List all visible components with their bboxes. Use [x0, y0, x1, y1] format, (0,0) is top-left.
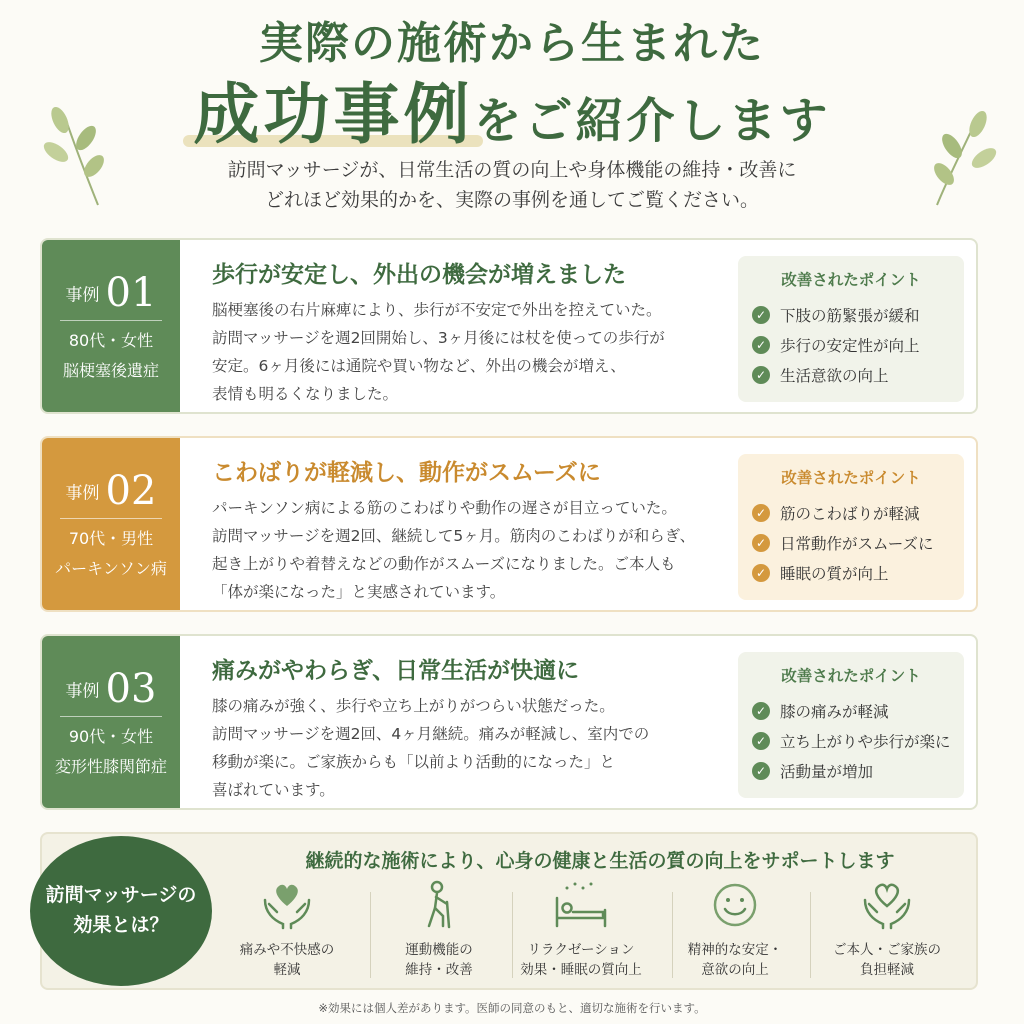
point-item — [738, 696, 964, 726]
points-title: 改善されたポイント — [781, 667, 921, 685]
case-body — [212, 494, 732, 606]
case-condition: 変形性膝関節症 — [54, 757, 167, 776]
point-label: 歩行の安定性が向上 — [780, 337, 920, 355]
effect-item-family-burden — [812, 880, 962, 990]
page-title-highlight: 成功事例 — [193, 75, 474, 153]
check-icon: ✓ — [752, 732, 770, 750]
point-label: 活動量が増加 — [780, 763, 874, 781]
effect-caption: リラクゼーション — [527, 942, 635, 958]
check-icon: ✓ — [752, 762, 770, 780]
effect-caption: 維持・改善 — [405, 962, 473, 978]
page-title-line1: 実際の施術から生まれた — [259, 18, 765, 69]
point-item — [738, 330, 964, 360]
improvement-points — [738, 256, 964, 402]
point-label: 立ち上がりや歩行が楽に — [780, 733, 951, 751]
case-condition: 脳梗塞後遺症 — [62, 361, 159, 380]
case-title: こわばりが軽減し、動作がスムーズに — [212, 460, 601, 486]
heart-hands-icon — [259, 880, 315, 930]
case-body-line: 膝の痛みが強く、歩行や立ち上がりがつらい状態だった。 — [212, 697, 615, 715]
point-item — [738, 558, 964, 588]
effects-circle-line: 訪問マッサージの — [45, 884, 197, 906]
case-body-line: 移動が楽に。ご家族からも「以前より活動的になった」と — [212, 753, 616, 771]
case-card-03 — [40, 634, 978, 810]
footnote: ※効果には個人差があります。医師の同意のもと、適切な施術を行います。 — [318, 1001, 706, 1015]
case-body — [212, 296, 732, 408]
effects-circle-badge — [30, 836, 212, 986]
point-label: 筋のこわばりが軽減 — [780, 505, 920, 523]
case-body-line: 安定。6ヶ月後には通院や買い物など、外出の機会が増え、 — [212, 357, 626, 375]
improvement-points — [738, 652, 964, 798]
effects-divider — [810, 892, 811, 978]
effect-item-pain-relief — [212, 880, 362, 990]
points-title: 改善されたポイント — [781, 271, 921, 289]
case-body-line: 表情も明るくなりました。 — [212, 385, 399, 403]
case-body-line: 「体が楽になった」と実感されています。 — [212, 583, 506, 601]
effect-item-relaxation — [506, 880, 656, 990]
effect-caption: 意欲の向上 — [701, 962, 769, 978]
effects-headline: 継続的な施術により、心身の健康と生活の質の向上をサポートします — [305, 850, 895, 872]
effects-circle-line: 効果とは？ — [73, 914, 169, 936]
case-body-line: 喜ばれています。 — [212, 781, 335, 799]
point-label: 膝の痛みが軽減 — [780, 703, 889, 721]
effect-item-motor-function — [364, 880, 514, 990]
case-label: 事例 — [65, 483, 100, 504]
effect-caption: 精神的な安定・ — [687, 942, 783, 958]
effect-caption: 効果・睡眠の質向上 — [520, 962, 642, 978]
case-body-line: 訪問マッサージを週2回、4ヶ月継続。痛みが軽減し、室内での — [212, 725, 650, 743]
case-tag — [42, 240, 180, 412]
heart-hands-icon — [859, 880, 915, 930]
point-label: 下肢の筋緊張が緩和 — [780, 307, 920, 325]
check-icon: ✓ — [752, 366, 770, 384]
points-title: 改善されたポイント — [781, 469, 921, 487]
case-body-line: パーキンソン病による筋のこわばりや動作の遅さが目立っていた。 — [212, 499, 677, 517]
case-age-gender: 90代・女性 — [68, 727, 154, 746]
case-age-gender: 70代・男性 — [68, 529, 154, 548]
case-body-line: 起き上がりや着替えなどの動作がスムーズになりました。ご本人も — [212, 555, 676, 573]
point-label: 睡眠の質が向上 — [780, 565, 889, 583]
intro-line: 訪問マッサージが、日常生活の質の向上や身体機能の維持・改善に — [227, 159, 797, 181]
case-number: 02 — [105, 468, 157, 514]
case-title: 歩行が安定し、外出の機会が増えました — [212, 262, 626, 288]
case-tag-divider — [60, 716, 162, 717]
point-label: 日常動作がスムーズに — [780, 535, 934, 553]
effect-item-mental-stability — [660, 880, 810, 990]
case-tag-divider — [60, 518, 162, 519]
case-tag — [42, 438, 180, 610]
bed-relax-icon — [551, 880, 611, 930]
improvement-points — [738, 454, 964, 600]
point-item — [738, 300, 964, 330]
case-label: 事例 — [65, 285, 100, 306]
point-item — [738, 360, 964, 390]
check-icon: ✓ — [752, 306, 770, 324]
case-age-gender: 80代・女性 — [68, 331, 154, 350]
check-icon: ✓ — [752, 564, 770, 582]
point-item — [738, 756, 964, 786]
case-body-line: 訪問マッサージを週2回開始し、3ヶ月後には杖を使っての歩行が — [212, 329, 665, 347]
effect-caption: 運動機能の — [405, 942, 473, 958]
point-item — [738, 498, 964, 528]
check-icon: ✓ — [752, 504, 770, 522]
case-title: 痛みがやわらぎ、日常生活が快適に — [212, 658, 580, 684]
check-icon: ✓ — [752, 336, 770, 354]
check-icon: ✓ — [752, 702, 770, 720]
case-card-01 — [40, 238, 978, 414]
case-number: 01 — [105, 270, 157, 316]
case-condition: パーキンソン病 — [55, 559, 167, 578]
effect-caption: 負担軽減 — [860, 962, 914, 978]
point-item — [738, 726, 964, 756]
effect-caption: ご本人・ご家族の — [833, 942, 941, 958]
point-item — [738, 528, 964, 558]
case-tag-divider — [60, 320, 162, 321]
case-label: 事例 — [65, 681, 100, 702]
walking-cane-icon — [411, 880, 467, 930]
point-label: 生活意欲の向上 — [780, 367, 889, 385]
case-body-line: 脳梗塞後の右片麻痺により、歩行が不安定で外出を控えていた。 — [212, 301, 662, 319]
smile-face-icon — [707, 880, 763, 930]
case-body-line: 訪問マッサージを週2回、継続して5ヶ月。筋肉のこわばりが和らぎ、 — [212, 527, 696, 545]
case-number: 03 — [105, 666, 157, 712]
intro-text — [0, 155, 1024, 215]
case-body — [212, 692, 732, 804]
check-icon: ✓ — [752, 534, 770, 552]
case-card-02 — [40, 436, 978, 612]
effect-caption: 軽減 — [273, 962, 301, 978]
effect-caption: 痛みや不快感の — [239, 942, 335, 958]
case-tag — [42, 636, 180, 808]
page-title-rest: をご紹介します — [473, 93, 831, 149]
intro-line: どれほど効果的かを、実際の事例を通してご覧ください。 — [264, 189, 759, 211]
